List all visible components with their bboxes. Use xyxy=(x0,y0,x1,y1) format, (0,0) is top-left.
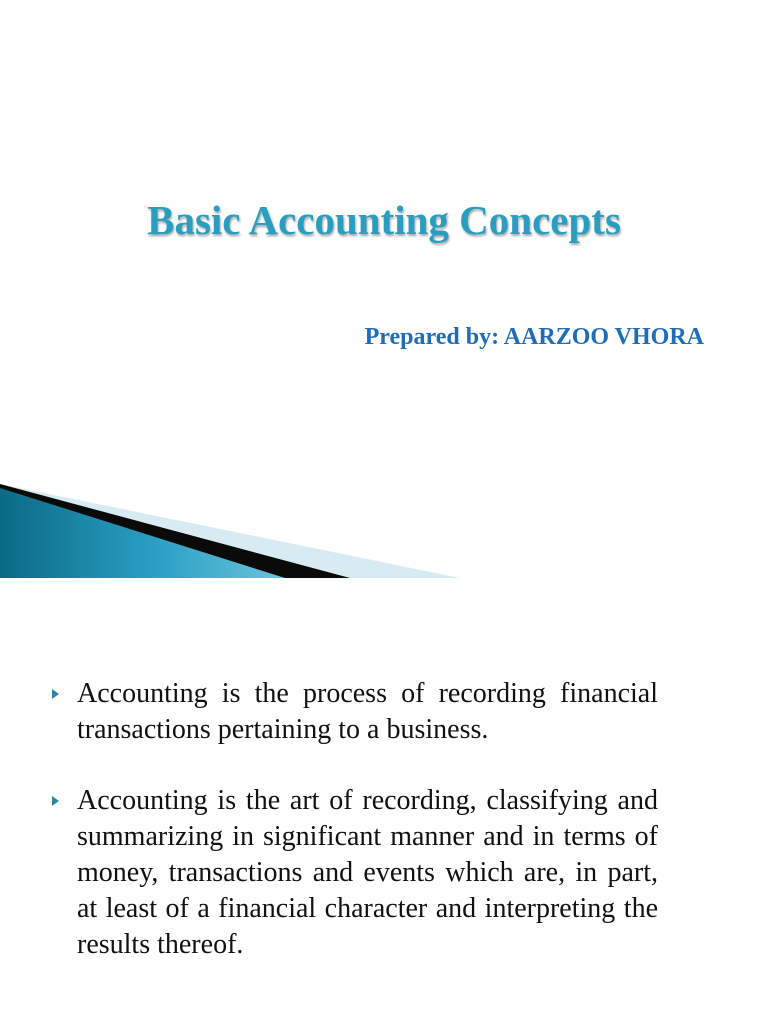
list-item xyxy=(52,676,658,748)
bullet-list xyxy=(52,676,658,998)
triangle-bullet-icon xyxy=(52,796,59,806)
swoosh-teal-band xyxy=(0,488,285,578)
slide-title: Basic Accounting Concepts xyxy=(147,197,621,243)
list-item xyxy=(52,783,658,963)
content-slide xyxy=(0,578,768,1024)
slide-subtitle: Prepared by: AARZOO VHORA xyxy=(364,324,704,350)
bullet-text: Accounting is the art of recording, classifying and summarizing in significant manner and in terms of money, transactions and events which are, in part, at least of a financial character and interpreting the results thereof. xyxy=(77,785,658,960)
decorative-swoosh xyxy=(0,484,460,578)
bullet-text: Accounting is the process of recording financial transactions pertaining to a business. xyxy=(77,678,658,745)
triangle-bullet-icon xyxy=(52,689,59,699)
